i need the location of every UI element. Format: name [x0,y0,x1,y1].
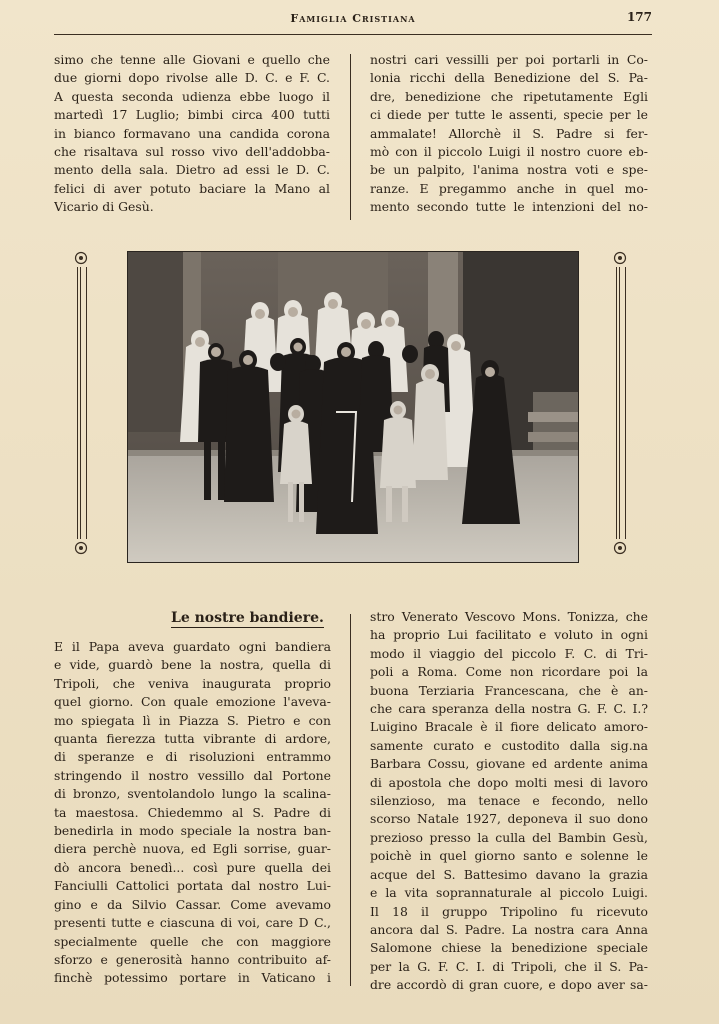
text-line: presenti tutte e ciascuna di voi, care D C., [54,915,331,931]
text-line: prezioso presso la culla del Bambin Gesù, [370,829,648,845]
scroll-ornament-icon [73,251,89,265]
text-line: sforzo e generosità hanno contribuito af- [54,951,331,967]
text-line: due giorni dopo rivolse alle D. C. e F. C. [54,70,330,86]
text-line: silenzioso, ma tenace e fecondo, nello [370,793,648,809]
scroll-ornament-icon [612,541,628,555]
text-line: scorso Natale 1927, deponeva il suo dono [370,811,648,827]
text-line: Salomone chiese la benedizione speciale [370,940,648,956]
text-line: ta maestosa. Chiedemmo al S. Padre di [54,804,331,820]
text-line: mento della sala. Dietro ad essi le D. C. [54,162,330,178]
text-line: che risaltava sul rosso vivo dell'addobba- [54,144,330,160]
text-line: ammalate! Allorchè il S. Padre si fer- [370,125,648,141]
text-line: Luigino Bracale è il fiore delicato amoro- [370,719,648,735]
text-line: poichè in quel giorno santo e solenne le [370,848,648,864]
running-header [54,8,652,32]
header-rule [54,34,652,35]
text-line: poli a Roma. Come non ricordare poi la [370,664,648,680]
text-line: mò con il piccolo Luigi il nostro cuore eb- [370,144,648,160]
group-photo-image [128,252,578,562]
text-line: gino e da Silvio Cassar. Come avevamo [54,896,331,912]
section-heading: Le nostre bandiere. [171,610,324,626]
text-line: modo il viaggio del piccolo F. C. di Tri- [370,645,648,661]
text-line: Tripoli, che veniva inaugurata proprio [54,675,331,691]
text-line: Il 18 il gruppo Tripolino fu ricevuto [370,903,648,919]
column-divider-top [350,54,351,220]
text-line: che cara speranza della nostra G. F. C. I.? [370,701,648,717]
text-line: mento secondo tutte le intenzioni del no- [370,199,648,215]
scroll-ornament-icon [73,541,89,555]
page-number: 177 [626,10,652,24]
text-line: diera perchè nuova, ed Egli sorrise, guar- [54,841,331,857]
text-line: stringendo il nostro vessillo dal Portone [54,767,331,783]
text-line: buona Terziaria Francescana, che è an- [370,682,648,698]
column-divider-bottom [350,614,351,986]
text-line: ranze. E pregammo anche in quel mo- [370,180,648,196]
left-ornament [73,251,89,555]
text-line: finchè potessimo portare in Vaticano i [54,970,331,986]
text-line: lonia ricchi della Benedizione del S. Pa- [370,70,648,86]
top-left-column [54,51,330,217]
text-line: ci diede per tutte le assenti, specie per le [370,107,648,123]
text-line: nostri cari vessilli per poi portarli in Co- [370,52,648,67]
text-line: per la G. F. C. I. di Tripoli, che il S. Pa- [370,958,648,974]
text-line: e la vita soprannaturale al piccolo Luigi. [370,885,648,901]
bottom-right-column [370,608,648,995]
text-line: martedì 17 Luglio; bimbi circa 400 tutti [54,107,330,123]
text-line: quanta fierezza tutta vibrante di ardore, [54,731,331,747]
ornament-bar [77,267,87,539]
text-line: A questa seconda udienza ebbe luogo il [54,88,330,104]
text-line: dò ancora benedì... così pure quella dei [54,859,331,875]
text-line: di speranze e di risoluzioni entrammo [54,749,331,765]
text-line: quel giorno. Con quale emozione l'aveva- [54,694,331,710]
bottom-left-column [54,638,331,988]
text-line: E il Papa aveva guardato ogni bandiera [54,639,331,654]
text-line: samente curato e custodito dalla sig.na [370,737,648,753]
text-line: e vide, guardò bene la nostra, quella di [54,657,331,673]
text-line: dre, benedizione che ripetutamente Egli [370,88,648,104]
top-right-column [370,51,648,217]
text-line: dre accordò di gran cuore, e dopo aver sa- [370,977,648,993]
text-line: ancora dal S. Padre. La nostra cara Anna [370,921,648,937]
text-line: di apostola che dopo molti mesi di lavoro [370,774,648,790]
text-line: specialmente quelle che con maggiore [54,933,331,949]
text-line: acque del S. Battesimo davano la grazia [370,866,648,882]
text-line: Vicario di Gesù. [54,199,154,215]
scroll-ornament-icon [612,251,628,265]
text-line: ha proprio Lui facilitato e voluto in ogni [370,627,648,643]
text-line: in bianco formavano una candida corona [54,125,330,141]
text-line: Fanciulli Cattolici portata dal nostro Lui- [54,878,331,894]
text-line: simo che tenne alle Giovani e quello che [54,52,330,67]
text-line: di bronzo, sventolandolo lungo la scalina- [54,786,331,802]
text-line: be un palpito, l'anima nostra voti e spe- [370,162,648,178]
text-line: mo spiegata lì in Piazza S. Pietro e con [54,712,331,728]
text-line: benedirla in modo speciale la nostra ban- [54,823,331,839]
text-line: felici di aver potuto baciare la Mano al [54,180,330,196]
group-photograph [127,251,579,563]
right-ornament [612,251,628,555]
magazine-title: Famiglia Cristiana [290,12,416,25]
ornament-bar [616,267,626,539]
text-line: Barbara Cossu, giovane ed ardente anima [370,756,648,772]
text-line: stro Venerato Vescovo Mons. Tonizza, che [370,609,648,624]
